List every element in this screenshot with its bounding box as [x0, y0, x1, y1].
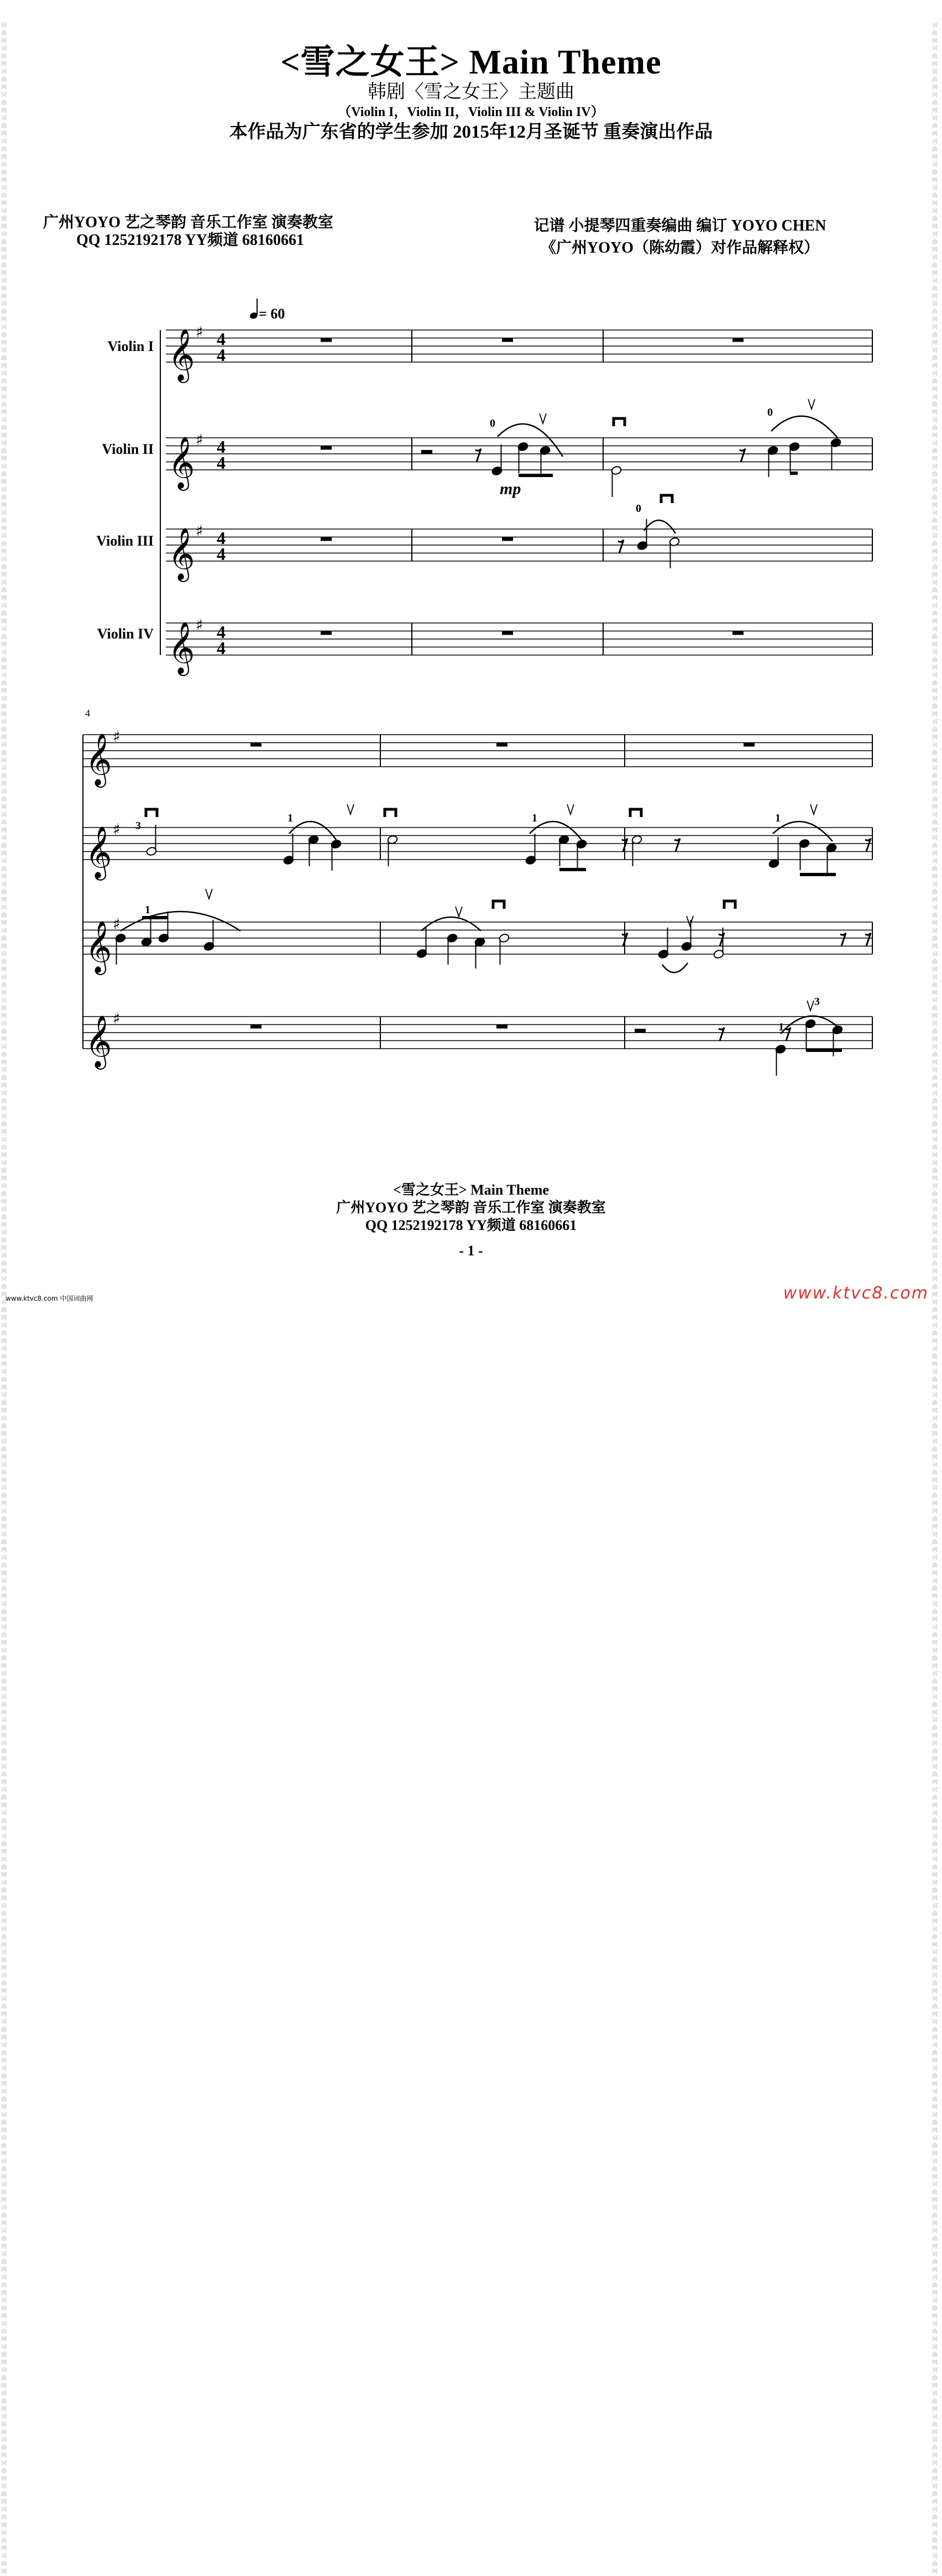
- tempo-text: = 60: [259, 306, 285, 322]
- instrument-label-violin-2: Violin II: [102, 441, 154, 457]
- credit-left-line1: 广州YOYO 艺之琴韵 音乐工作室 演奏教室: [43, 214, 334, 231]
- treble-clef-icon: 𝄞: [85, 826, 112, 878]
- credit-right-line1: 记谱 小提琴四重奏编曲 编订 YOYO CHEN: [533, 217, 826, 234]
- whole-rest: [250, 1025, 261, 1029]
- instrument-list: （Violin I，Violin II，Violin III & Violin IV）: [338, 105, 604, 119]
- eighth-rest-icon: [618, 540, 624, 553]
- up-bow-icon: [807, 1001, 814, 1010]
- eighth-rest-icon: [785, 1028, 791, 1041]
- clefs: [85, 323, 226, 1070]
- edge-watermark-left: 词曲网词曲网词曲网词曲网词曲网词曲网词曲网词曲网词曲网词曲网词曲网词曲网词曲网词曲网词曲网词曲网词曲网词曲网词曲网词曲网词曲网词曲网词曲网词曲网词曲网词曲网词曲网词曲网词曲网词曲网词曲网词曲网词曲网词曲网词曲网词曲网词曲网词曲网词曲网词曲网词曲网词曲网词曲网词曲网词曲网词曲网词曲网词曲网词曲网词曲网词曲网词曲网词曲网词曲网词曲网词曲网词曲网词曲网词曲网词曲网词曲网词曲网词曲网词曲网词曲网词曲网词曲网词曲网词曲网词曲网词曲网词曲网词曲网词曲网词曲网词曲网词曲网词曲网词曲网词曲网词曲网词曲网词曲网词曲网词曲网词曲网词曲网词曲网词曲网词曲网词曲网词曲网词曲网词曲网词曲网词曲网词曲网词曲网词曲网词曲网词曲网词曲网词曲网词曲网词曲网词曲网词曲网词曲网词曲网词曲网: [1, 23, 7, 2575]
- rests: [250, 338, 871, 1041]
- time-signature-top: 4: [217, 437, 226, 457]
- up-bow-icon: [808, 399, 815, 409]
- whole-rest: [732, 338, 744, 342]
- credit-right-line2: 《广州YOYO（陈幼霞）对作品解释权）: [540, 239, 819, 256]
- up-bow-icon: [540, 413, 546, 423]
- performance-note: 本作品为广东省的学生参加 2015年12月圣诞节 重奏演出作品: [229, 122, 713, 142]
- slur: [773, 821, 833, 841]
- fingering-number: 0: [636, 502, 641, 515]
- whole-rest: [496, 743, 507, 747]
- measure-number: 4: [85, 708, 90, 719]
- whole-rest: [502, 537, 513, 541]
- watermark-left: www.ktvc8.com 中国词曲网: [6, 1295, 93, 1302]
- sharp-key-signature-icon: ♯: [113, 820, 121, 839]
- up-bow-icon: [810, 804, 817, 814]
- instrument-label-violin-1: Violin I: [107, 338, 154, 354]
- fingering-number: 3: [135, 820, 141, 832]
- whole-rest: [744, 743, 755, 747]
- sharp-key-signature-icon: ♯: [113, 727, 121, 746]
- eighth-rest-icon: [674, 839, 680, 852]
- half-rest: [635, 1029, 646, 1033]
- treble-clef-icon: 𝄞: [168, 527, 195, 580]
- time-signature-top: 4: [217, 528, 226, 548]
- eighth-rest-icon: [740, 449, 745, 462]
- whole-rest: [496, 1025, 507, 1029]
- instrument-label-violin-3: Violin III: [96, 533, 154, 549]
- fingering-number: 0: [767, 406, 773, 418]
- sharp-key-signature-icon: ♯: [196, 522, 203, 541]
- footer-line1: <雪之女王> Main Theme: [393, 1182, 549, 1198]
- slur: [498, 424, 563, 457]
- treble-clef-icon: 𝄞: [168, 621, 195, 674]
- articulations: [121, 299, 840, 1034]
- down-bow-icon: [385, 809, 396, 817]
- whole-rest: [732, 631, 744, 635]
- whole-rest: [321, 446, 332, 450]
- down-bow-icon: [724, 901, 735, 909]
- page-number: - 1 -: [459, 1243, 483, 1259]
- treble-clef-icon: 𝄞: [168, 328, 195, 381]
- sharp-key-signature-icon: ♯: [113, 1009, 121, 1028]
- watermark-logo: www.ktvc8.com: [783, 1284, 929, 1303]
- eighth-rest-icon: [840, 933, 846, 946]
- up-bow-icon: [456, 907, 462, 917]
- fingering-number: 3: [814, 996, 820, 1008]
- slur: [644, 520, 676, 533]
- up-bow-icon: [347, 804, 354, 814]
- page-title: <雪之女王> Main Theme: [280, 44, 662, 81]
- down-bow-icon: [661, 495, 672, 503]
- fingering-number: 0: [490, 417, 495, 430]
- time-signature-bottom: 4: [217, 345, 226, 365]
- fingering-number: 1: [778, 1021, 784, 1033]
- treble-clef-icon: 𝄞: [168, 436, 195, 489]
- time-signature-top: 4: [217, 329, 226, 349]
- whole-rest: [502, 631, 513, 635]
- time-signature-bottom: 4: [217, 638, 226, 658]
- treble-clef-icon: 𝄞: [85, 1015, 112, 1067]
- eighth-rest-icon: [865, 839, 871, 852]
- sharp-key-signature-icon: ♯: [196, 616, 203, 635]
- edge-watermark-right: 词曲网词曲网词曲网词曲网词曲网词曲网词曲网词曲网词曲网词曲网词曲网词曲网词曲网词曲网词曲网词曲网词曲网词曲网词曲网词曲网词曲网词曲网词曲网词曲网词曲网词曲网词曲网词曲网词曲网词曲网词曲网词曲网词曲网词曲网词曲网词曲网词曲网词曲网词曲网词曲网词曲网词曲网词曲网词曲网词曲网词曲网词曲网词曲网词曲网词曲网词曲网词曲网词曲网词曲网词曲网词曲网词曲网词曲网词曲网词曲网词曲网词曲网词曲网词曲网词曲网词曲网词曲网词曲网词曲网词曲网词曲网词曲网词曲网词曲网词曲网词曲网词曲网词曲网词曲网词曲网词曲网词曲网词曲网词曲网词曲网词曲网词曲网词曲网词曲网词曲网词曲网词曲网词曲网词曲网词曲网词曲网词曲网词曲网词曲网词曲网词曲网词曲网词曲网词曲网词曲网词曲网词曲网词曲网词曲网词曲网: [932, 23, 938, 2575]
- whole-rest: [321, 631, 332, 635]
- eighth-rest-icon: [719, 1028, 724, 1041]
- instrument-label-violin-4: Violin IV: [97, 626, 154, 642]
- down-bow-icon: [493, 901, 504, 909]
- sharp-key-signature-icon: ♯: [196, 323, 203, 342]
- half-rest: [421, 450, 432, 454]
- time-signature-top: 4: [217, 622, 226, 642]
- footer-line2: 广州YOYO 艺之琴韵 音乐工作室 演奏教室: [336, 1200, 606, 1216]
- page-subtitle: 韩剧〈雪之女王〉主题曲: [368, 82, 574, 102]
- sharp-key-signature-icon: ♯: [196, 431, 203, 449]
- sharp-key-signature-icon: ♯: [113, 915, 121, 934]
- down-bow-icon: [630, 809, 641, 817]
- eighth-rest-icon: [475, 449, 481, 462]
- fingering-number: 1: [287, 812, 293, 824]
- time-signature-bottom: 4: [217, 544, 226, 564]
- whole-rest: [502, 338, 513, 342]
- fingering-number: 1: [532, 812, 537, 824]
- up-bow-icon: [687, 916, 693, 926]
- slur: [121, 912, 240, 931]
- treble-clef-icon: 𝄞: [85, 733, 112, 786]
- treble-clef-icon: 𝄞: [85, 920, 112, 973]
- whole-rest: [250, 743, 261, 747]
- slur: [771, 416, 838, 438]
- time-signature-bottom: 4: [217, 453, 226, 473]
- up-bow-icon: [567, 804, 574, 814]
- slur: [421, 917, 481, 931]
- credit-left-line2: QQ 1252192178 YY频道 68160661: [76, 232, 304, 249]
- up-bow-icon: [206, 889, 212, 899]
- down-bow-icon: [614, 418, 625, 426]
- fingering-number: 1: [145, 904, 150, 916]
- down-bow-icon: [146, 809, 157, 817]
- footer-line3: QQ 1252192178 YY频道 68160661: [365, 1217, 577, 1233]
- whole-rest: [321, 338, 332, 342]
- slur: [662, 963, 688, 972]
- slur: [530, 821, 583, 841]
- eighth-rest-icon: [865, 933, 871, 946]
- dynamic-mark: mp: [500, 480, 521, 498]
- fingering-number: 1: [775, 812, 781, 824]
- whole-rest: [321, 537, 332, 541]
